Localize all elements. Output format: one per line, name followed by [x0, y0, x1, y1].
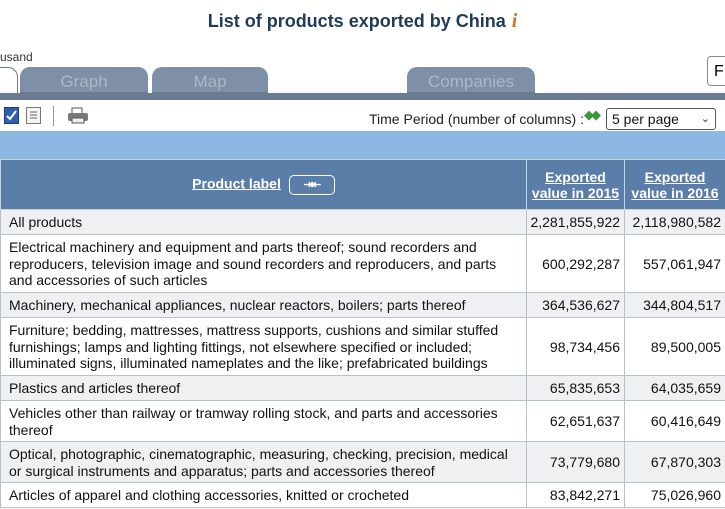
value-2016-cell: 60,416,649 [625, 401, 725, 442]
table-row [1, 442, 725, 483]
col-header-2015[interactable] [527, 160, 625, 210]
value-2015-cell: 364,536,627 [527, 293, 625, 318]
info-icon[interactable]: i [511, 10, 518, 32]
table-row [1, 483, 725, 508]
toolbar-separator [53, 106, 54, 126]
table-row [1, 401, 725, 442]
value-2016-cell: 557,061,947 [625, 235, 725, 293]
product-label-cell: Plastics and articles thereof [1, 376, 527, 401]
value-2016-cell: 64,035,659 [625, 376, 725, 401]
unit-label: usand [0, 50, 33, 64]
value-2015-cell: 83,842,271 [527, 483, 625, 508]
col-header-product-label[interactable] [1, 160, 527, 210]
tab-companies[interactable] [407, 67, 535, 94]
value-2016-cell: 67,870,303 [625, 442, 725, 483]
col-2016-line2[interactable]: value in 2016 [631, 184, 719, 201]
col-2016-line1[interactable]: Exported [644, 168, 706, 185]
collapse-columns-icon[interactable]: ⇥⇤ [289, 175, 335, 195]
document-icon[interactable] [26, 107, 41, 124]
value-2015-cell: 2,281,855,922 [527, 210, 625, 235]
value-2015-cell: 65,835,653 [527, 376, 625, 401]
product-label-cell: Optical, photographic, cinematographic, measuring, checking, precision, medical or surgical instruments and apparatus; parts and accessories thereof [1, 442, 527, 483]
col-2015-line2[interactable]: value in 2015 [531, 184, 620, 201]
product-label-cell: All products [1, 210, 527, 235]
page-title [0, 10, 725, 33]
product-label-cell: Articles of apparel and clothing accessories, knitted or crocheted [1, 483, 527, 508]
tab-graph[interactable] [20, 67, 148, 94]
per-page-select[interactable] [606, 108, 716, 130]
tab-map-label: Map [193, 72, 227, 91]
product-label-cell: Furniture; bedding, mattresses, mattress supports, cushions and similar stuffed furnishings; lamps and lighting fittings, not elsewhere specified or included; illuminated signs, illuminated nameplates and the like; prefabricated buildings [1, 318, 527, 376]
toolbar [0, 103, 725, 129]
time-period-label: Time Period (number of columns) : [369, 111, 584, 127]
value-2015-cell: 62,651,637 [527, 401, 625, 442]
value-2016-cell: 75,026,960 [625, 483, 725, 508]
per-page-value: 5 per page [612, 111, 679, 127]
chevron-down-icon: ⌄ [700, 113, 710, 125]
tab-companies-label: Companies [428, 72, 514, 91]
table-row [1, 235, 725, 293]
table-header-band [0, 131, 725, 159]
table-row [1, 210, 725, 235]
col-product-label-text[interactable]: Product label [192, 175, 281, 192]
table-row [1, 293, 725, 318]
tab-graph-label: Graph [60, 72, 108, 91]
value-2015-cell: 600,292,287 [527, 235, 625, 293]
value-2016-cell: 2,118,980,582 [625, 210, 725, 235]
tab-bar-divider [0, 93, 725, 100]
value-2016-cell: 344,804,517 [625, 293, 725, 318]
products-table [0, 159, 725, 508]
table-row [1, 376, 725, 401]
printer-icon[interactable] [67, 107, 89, 124]
col-2015-line1[interactable]: Exported [545, 168, 606, 185]
product-label-cell: Vehicles other than railway or tramway rolling stock, and parts and accessories thereof [1, 401, 527, 442]
table-row [1, 318, 725, 376]
checkbox-icon[interactable] [4, 107, 19, 124]
product-label-cell: Machinery, mechanical appliances, nuclear reactors, boilers; parts thereof [1, 293, 527, 318]
value-2015-cell: 98,734,456 [527, 318, 625, 376]
tab-map[interactable] [152, 67, 268, 94]
top-right-button[interactable]: F [707, 56, 725, 86]
page-title-text: List of products exported by China [207, 11, 506, 31]
product-label-cell: Electrical machinery and equipment and parts thereof; sound recorders and reproducers, television image and sound recorders and reproducers, and parts and accessories of such articles [1, 235, 527, 293]
tab-table[interactable] [0, 67, 18, 95]
arrows-icon[interactable]: ◆◆ [584, 107, 598, 122]
value-2015-cell: 73,779,680 [527, 442, 625, 483]
col-header-2016[interactable] [625, 160, 725, 210]
value-2016-cell: 89,500,005 [625, 318, 725, 376]
